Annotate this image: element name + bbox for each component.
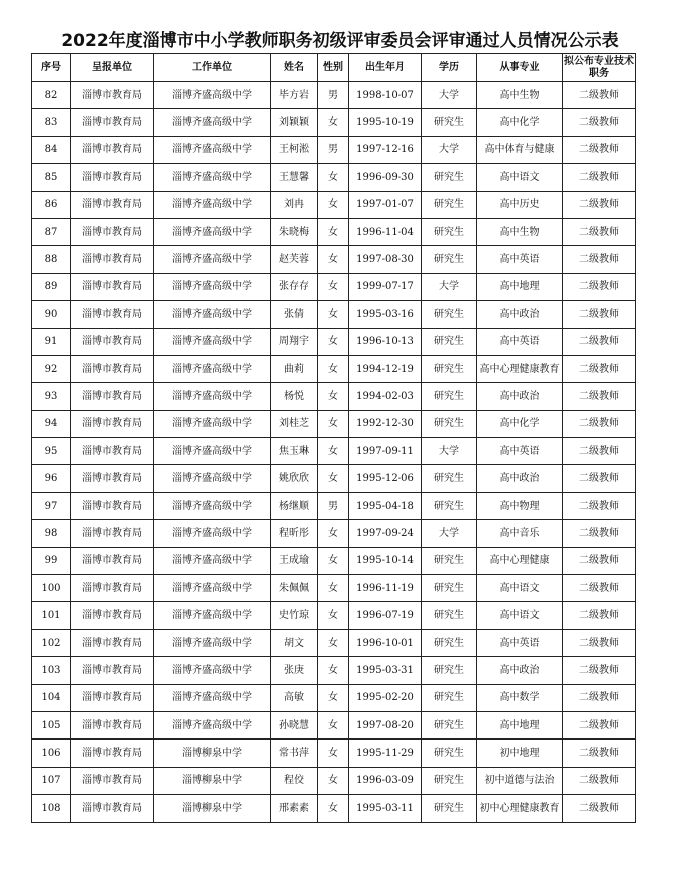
col-work-unit-cell: 淄博齐盛高级中学 (154, 191, 271, 218)
col-gender-cell: 女 (318, 795, 349, 822)
col-work-unit-cell: 淄博齐盛高级中学 (154, 383, 271, 410)
col-reporting-unit-cell: 淄博市教育局 (71, 383, 154, 410)
col-reporting-unit-cell: 淄博市教育局 (71, 164, 154, 191)
col-education-cell: 研究生 (422, 795, 477, 822)
col-name-cell: 周翔宇 (271, 328, 318, 355)
table-row (32, 164, 636, 191)
col-title-cell: 二级教师 (563, 629, 636, 656)
col-subject-cell: 初中心理健康教育 (477, 795, 563, 822)
col-reporting-unit-cell: 淄博市教育局 (71, 657, 154, 684)
table-row (32, 328, 636, 355)
col-subject-cell: 高中生物 (477, 82, 563, 109)
col-education-cell: 大学 (422, 438, 477, 465)
col-education-cell: 研究生 (422, 629, 477, 656)
col-education-cell: 研究生 (422, 355, 477, 382)
col-birth-date-cell: 1998-10-07 (349, 82, 422, 109)
col-title-cell: 二级教师 (563, 136, 636, 163)
col-title-cell: 二级教师 (563, 246, 636, 273)
col-reporting-unit-cell: 淄博市教育局 (71, 410, 154, 437)
col-title-cell: 二级教师 (563, 602, 636, 629)
table-row (32, 218, 636, 245)
col-title-cell: 二级教师 (563, 657, 636, 684)
col-birth-date-cell: 1997-12-16 (349, 136, 422, 163)
col-subject-cell: 高中政治 (477, 301, 563, 328)
col-title-cell: 二级教师 (563, 438, 636, 465)
col-birth-date-cell: 1996-10-13 (349, 328, 422, 355)
table-row (32, 711, 636, 739)
col-work-unit-cell: 淄博齐盛高级中学 (154, 410, 271, 437)
col-education-cell: 研究生 (422, 492, 477, 519)
col-name-cell: 毕方岩 (271, 82, 318, 109)
col-subject-cell: 高中化学 (477, 410, 563, 437)
col-name-cell: 程昕彤 (271, 520, 318, 547)
col-education-cell: 研究生 (422, 602, 477, 629)
col-title-cell: 二级教师 (563, 355, 636, 382)
table-row (32, 657, 636, 684)
col-name-cell: 杨悦 (271, 383, 318, 410)
col-reporting-unit-cell: 淄博市教育局 (71, 136, 154, 163)
col-index-cell: 94 (32, 410, 71, 437)
col-index-cell: 97 (32, 492, 71, 519)
col-name-cell: 焦玉琳 (271, 438, 318, 465)
col-birth-date-cell: 1995-03-31 (349, 657, 422, 684)
col-name-cell: 曲莉 (271, 355, 318, 382)
col-gender-cell: 女 (318, 438, 349, 465)
table-row (32, 465, 636, 492)
col-birth-date-cell: 1995-10-14 (349, 547, 422, 574)
col-reporting-unit-cell: 淄博市教育局 (71, 684, 154, 711)
col-birth-date-cell: 1995-10-19 (349, 109, 422, 136)
col-index-cell: 96 (32, 465, 71, 492)
col-subject-cell: 高中语文 (477, 602, 563, 629)
col-education-cell: 大学 (422, 136, 477, 163)
col-birth-date-cell: 1995-11-29 (349, 739, 422, 767)
col-index-cell: 102 (32, 629, 71, 656)
col-index-cell: 104 (32, 684, 71, 711)
col-gender-cell: 女 (318, 164, 349, 191)
col-subject-cell: 高中音乐 (477, 520, 563, 547)
col-birth-date-cell: 1995-03-11 (349, 795, 422, 822)
col-gender-cell: 男 (318, 492, 349, 519)
col-title-cell: 二级教师 (563, 164, 636, 191)
col-title-cell: 二级教师 (563, 273, 636, 300)
col-work-unit-cell: 淄博齐盛高级中学 (154, 109, 271, 136)
col-title-cell: 二级教师 (563, 520, 636, 547)
col-reporting-unit-cell: 淄博市教育局 (71, 246, 154, 273)
col-birth-date-cell: 1995-12-06 (349, 465, 422, 492)
col-name-cell: 王慧馨 (271, 164, 318, 191)
col-index-cell: 89 (32, 273, 71, 300)
col-work-unit-cell: 淄博柳泉中学 (154, 739, 271, 767)
col-title-cell: 二级教师 (563, 795, 636, 822)
col-gender-cell: 女 (318, 218, 349, 245)
col-gender-cell: 女 (318, 629, 349, 656)
col-title-cell: 二级教师 (563, 82, 636, 109)
col-subject-cell: 高中数学 (477, 684, 563, 711)
col-birth-date-cell: 1996-10-01 (349, 629, 422, 656)
col-name-cell: 朱佩佩 (271, 575, 318, 602)
table-row (32, 438, 636, 465)
col-name-cell: 刘颖颖 (271, 109, 318, 136)
col-gender-cell: 女 (318, 410, 349, 437)
col-reporting-unit-cell: 淄博市教育局 (71, 492, 154, 519)
table-row (32, 246, 636, 273)
col-title-cell: 二级教师 (563, 711, 636, 739)
col-work-unit-cell: 淄博齐盛高级中学 (154, 438, 271, 465)
table-row (32, 520, 636, 547)
col-title-cell: 二级教师 (563, 218, 636, 245)
col-index-cell: 92 (32, 355, 71, 382)
col-name-cell: 胡文 (271, 629, 318, 656)
col-gender-cell: 女 (318, 328, 349, 355)
table-row (32, 629, 636, 656)
col-title-cell: 二级教师 (563, 465, 636, 492)
table-row (32, 795, 636, 822)
col-education-header: 学历 (422, 54, 477, 82)
col-index-cell: 106 (32, 739, 71, 767)
col-gender-cell: 女 (318, 711, 349, 739)
col-name-cell: 张庚 (271, 657, 318, 684)
col-reporting-unit-header: 呈报单位 (71, 54, 154, 82)
table-row (32, 383, 636, 410)
col-birth-date-cell: 1997-08-30 (349, 246, 422, 273)
col-birth-date-cell: 1996-11-19 (349, 575, 422, 602)
col-work-unit-header: 工作单位 (154, 54, 271, 82)
col-reporting-unit-cell: 淄博市教育局 (71, 218, 154, 245)
table-row (32, 547, 636, 574)
col-work-unit-cell: 淄博齐盛高级中学 (154, 355, 271, 382)
col-title-cell: 二级教师 (563, 328, 636, 355)
col-index-cell: 86 (32, 191, 71, 218)
col-reporting-unit-cell: 淄博市教育局 (71, 602, 154, 629)
col-index-cell: 99 (32, 547, 71, 574)
table-row (32, 410, 636, 437)
col-title-cell: 二级教师 (563, 739, 636, 767)
col-name-cell: 邢素素 (271, 795, 318, 822)
col-gender-cell: 男 (318, 82, 349, 109)
col-index-cell: 84 (32, 136, 71, 163)
col-title-cell: 二级教师 (563, 191, 636, 218)
col-work-unit-cell: 淄博齐盛高级中学 (154, 218, 271, 245)
col-subject-header: 从事专业 (477, 54, 563, 82)
col-birth-date-cell: 1999-07-17 (349, 273, 422, 300)
col-education-cell: 研究生 (422, 684, 477, 711)
col-birth-date-header: 出生年月 (349, 54, 422, 82)
col-gender-cell: 女 (318, 575, 349, 602)
col-birth-date-cell: 1994-02-03 (349, 383, 422, 410)
col-reporting-unit-cell: 淄博市教育局 (71, 547, 154, 574)
col-education-cell: 研究生 (422, 109, 477, 136)
col-work-unit-cell: 淄博齐盛高级中学 (154, 136, 271, 163)
col-reporting-unit-cell: 淄博市教育局 (71, 465, 154, 492)
col-education-cell: 研究生 (422, 246, 477, 273)
col-title-cell: 二级教师 (563, 383, 636, 410)
col-birth-date-cell: 1996-03-09 (349, 767, 422, 794)
col-subject-cell: 高中语文 (477, 575, 563, 602)
col-subject-cell: 高中英语 (477, 246, 563, 273)
col-title-cell: 二级教师 (563, 301, 636, 328)
col-work-unit-cell: 淄博齐盛高级中学 (154, 246, 271, 273)
col-education-cell: 研究生 (422, 711, 477, 739)
col-gender-cell: 女 (318, 191, 349, 218)
col-reporting-unit-cell: 淄博市教育局 (71, 273, 154, 300)
col-work-unit-cell: 淄博齐盛高级中学 (154, 547, 271, 574)
col-gender-cell: 女 (318, 109, 349, 136)
col-gender-header: 性别 (318, 54, 349, 82)
col-work-unit-cell: 淄博齐盛高级中学 (154, 629, 271, 656)
col-birth-date-cell: 1994-12-19 (349, 355, 422, 382)
col-reporting-unit-cell: 淄博市教育局 (71, 520, 154, 547)
col-education-cell: 研究生 (422, 383, 477, 410)
col-work-unit-cell: 淄博齐盛高级中学 (154, 602, 271, 629)
col-title-cell: 二级教师 (563, 575, 636, 602)
col-name-header: 姓名 (271, 54, 318, 82)
col-subject-cell: 高中英语 (477, 629, 563, 656)
col-reporting-unit-cell: 淄博市教育局 (71, 191, 154, 218)
col-index-cell: 107 (32, 767, 71, 794)
col-name-cell: 朱晓梅 (271, 218, 318, 245)
col-index-cell: 103 (32, 657, 71, 684)
col-subject-cell: 高中心理健康 (477, 547, 563, 574)
col-gender-cell: 女 (318, 602, 349, 629)
col-subject-cell: 高中化学 (477, 109, 563, 136)
col-index-cell: 95 (32, 438, 71, 465)
col-education-cell: 研究生 (422, 547, 477, 574)
col-subject-cell: 高中语文 (477, 164, 563, 191)
col-subject-cell: 高中体育与健康 (477, 136, 563, 163)
col-education-cell: 研究生 (422, 410, 477, 437)
col-subject-cell: 初中地理 (477, 739, 563, 767)
col-subject-cell: 高中物理 (477, 492, 563, 519)
col-name-cell: 常书萍 (271, 739, 318, 767)
col-reporting-unit-cell: 淄博市教育局 (71, 301, 154, 328)
col-title-cell: 二级教师 (563, 684, 636, 711)
col-education-cell: 大学 (422, 82, 477, 109)
col-index-cell: 88 (32, 246, 71, 273)
col-work-unit-cell: 淄博齐盛高级中学 (154, 492, 271, 519)
col-work-unit-cell: 淄博齐盛高级中学 (154, 520, 271, 547)
col-name-cell: 杨继顺 (271, 492, 318, 519)
col-name-cell: 张存存 (271, 273, 318, 300)
table-body (32, 82, 636, 823)
col-gender-cell: 女 (318, 383, 349, 410)
col-birth-date-cell: 1992-12-30 (349, 410, 422, 437)
col-title-cell: 二级教师 (563, 109, 636, 136)
col-gender-cell: 女 (318, 520, 349, 547)
col-work-unit-cell: 淄博齐盛高级中学 (154, 328, 271, 355)
col-name-cell: 姚欣欣 (271, 465, 318, 492)
col-index-cell: 108 (32, 795, 71, 822)
table-row (32, 136, 636, 163)
col-birth-date-cell: 1997-08-20 (349, 711, 422, 739)
table-row (32, 602, 636, 629)
col-work-unit-cell: 淄博齐盛高级中学 (154, 301, 271, 328)
col-education-cell: 研究生 (422, 657, 477, 684)
col-subject-cell: 初中道德与法治 (477, 767, 563, 794)
col-education-cell: 研究生 (422, 164, 477, 191)
col-gender-cell: 女 (318, 684, 349, 711)
col-education-cell: 研究生 (422, 218, 477, 245)
page-title: 2022年度淄博市中小学教师职务初级评审委员会评审通过人员情况公示表 (61, 31, 619, 51)
col-title-cell: 二级教师 (563, 547, 636, 574)
col-subject-cell: 高中英语 (477, 328, 563, 355)
table-row (32, 355, 636, 382)
col-reporting-unit-cell: 淄博市教育局 (71, 739, 154, 767)
col-work-unit-cell: 淄博齐盛高级中学 (154, 657, 271, 684)
table-row (32, 191, 636, 218)
col-reporting-unit-cell: 淄博市教育局 (71, 711, 154, 739)
col-work-unit-cell: 淄博柳泉中学 (154, 767, 271, 794)
col-gender-cell: 女 (318, 246, 349, 273)
col-name-cell: 刘桂芝 (271, 410, 318, 437)
col-name-cell: 王柯淞 (271, 136, 318, 163)
col-birth-date-cell: 1997-09-24 (349, 520, 422, 547)
col-reporting-unit-cell: 淄博市教育局 (71, 109, 154, 136)
col-birth-date-cell: 1996-07-19 (349, 602, 422, 629)
col-reporting-unit-cell: 淄博市教育局 (71, 575, 154, 602)
col-birth-date-cell: 1996-09-30 (349, 164, 422, 191)
col-index-cell: 100 (32, 575, 71, 602)
col-birth-date-cell: 1996-11-04 (349, 218, 422, 245)
col-work-unit-cell: 淄博齐盛高级中学 (154, 273, 271, 300)
col-index-cell: 91 (32, 328, 71, 355)
col-gender-cell: 女 (318, 767, 349, 794)
col-subject-cell: 高中心理健康教育 (477, 355, 563, 382)
col-subject-cell: 高中政治 (477, 657, 563, 684)
col-gender-cell: 女 (318, 739, 349, 767)
col-education-cell: 大学 (422, 520, 477, 547)
col-name-cell: 王成瑜 (271, 547, 318, 574)
col-subject-cell: 高中生物 (477, 218, 563, 245)
col-name-cell: 刘冉 (271, 191, 318, 218)
col-name-cell: 孙晓慧 (271, 711, 318, 739)
col-gender-cell: 女 (318, 273, 349, 300)
table-row (32, 82, 636, 109)
col-work-unit-cell: 淄博齐盛高级中学 (154, 164, 271, 191)
col-birth-date-cell: 1997-09-11 (349, 438, 422, 465)
table-header-row (32, 54, 636, 82)
col-name-cell: 史竹琼 (271, 602, 318, 629)
col-work-unit-cell: 淄博齐盛高级中学 (154, 684, 271, 711)
col-education-cell: 研究生 (422, 465, 477, 492)
col-index-cell: 87 (32, 218, 71, 245)
col-subject-cell: 高中历史 (477, 191, 563, 218)
col-birth-date-cell: 1995-03-16 (349, 301, 422, 328)
table-row (32, 492, 636, 519)
col-birth-date-cell: 1995-04-18 (349, 492, 422, 519)
col-gender-cell: 男 (318, 136, 349, 163)
col-gender-cell: 女 (318, 547, 349, 574)
col-name-cell: 程佼 (271, 767, 318, 794)
col-index-cell: 93 (32, 383, 71, 410)
col-index-cell: 85 (32, 164, 71, 191)
col-subject-cell: 高中政治 (477, 465, 563, 492)
col-work-unit-cell: 淄博齐盛高级中学 (154, 465, 271, 492)
col-title-header: 拟公布专业技术职务 (563, 54, 636, 82)
col-index-cell: 105 (32, 711, 71, 739)
col-gender-cell: 女 (318, 657, 349, 684)
col-work-unit-cell: 淄博齐盛高级中学 (154, 575, 271, 602)
col-reporting-unit-cell: 淄博市教育局 (71, 767, 154, 794)
col-education-cell: 研究生 (422, 739, 477, 767)
col-subject-cell: 高中地理 (477, 273, 563, 300)
col-reporting-unit-cell: 淄博市教育局 (71, 795, 154, 822)
col-gender-cell: 女 (318, 465, 349, 492)
col-index-cell: 98 (32, 520, 71, 547)
col-index-cell: 83 (32, 109, 71, 136)
table-row (32, 301, 636, 328)
col-education-cell: 研究生 (422, 328, 477, 355)
col-birth-date-cell: 1997-01-07 (349, 191, 422, 218)
col-index-cell: 90 (32, 301, 71, 328)
table-row (32, 273, 636, 300)
col-education-cell: 大学 (422, 273, 477, 300)
col-education-cell: 研究生 (422, 191, 477, 218)
col-title-cell: 二级教师 (563, 492, 636, 519)
col-gender-cell: 女 (318, 301, 349, 328)
col-work-unit-cell: 淄博齐盛高级中学 (154, 711, 271, 739)
col-name-cell: 张倩 (271, 301, 318, 328)
col-education-cell: 研究生 (422, 301, 477, 328)
col-index-header: 序号 (32, 54, 71, 82)
col-education-cell: 研究生 (422, 575, 477, 602)
table-row (32, 684, 636, 711)
col-gender-cell: 女 (318, 355, 349, 382)
col-birth-date-cell: 1995-02-20 (349, 684, 422, 711)
col-reporting-unit-cell: 淄博市教育局 (71, 438, 154, 465)
col-title-cell: 二级教师 (563, 767, 636, 794)
col-subject-cell: 高中英语 (477, 438, 563, 465)
table-row (32, 767, 636, 794)
col-work-unit-cell: 淄博柳泉中学 (154, 795, 271, 822)
col-name-cell: 高敏 (271, 684, 318, 711)
table-row (32, 575, 636, 602)
col-index-cell: 101 (32, 602, 71, 629)
col-title-cell: 二级教师 (563, 410, 636, 437)
col-reporting-unit-cell: 淄博市教育局 (71, 82, 154, 109)
col-reporting-unit-cell: 淄博市教育局 (71, 355, 154, 382)
table-row (32, 739, 636, 767)
col-index-cell: 82 (32, 82, 71, 109)
col-reporting-unit-cell: 淄博市教育局 (71, 629, 154, 656)
col-education-cell: 研究生 (422, 767, 477, 794)
col-subject-cell: 高中地理 (477, 711, 563, 739)
roster-table (31, 53, 636, 823)
col-subject-cell: 高中政治 (477, 383, 563, 410)
col-name-cell: 赵芙蓉 (271, 246, 318, 273)
col-reporting-unit-cell: 淄博市教育局 (71, 328, 154, 355)
table-row (32, 109, 636, 136)
col-work-unit-cell: 淄博齐盛高级中学 (154, 82, 271, 109)
